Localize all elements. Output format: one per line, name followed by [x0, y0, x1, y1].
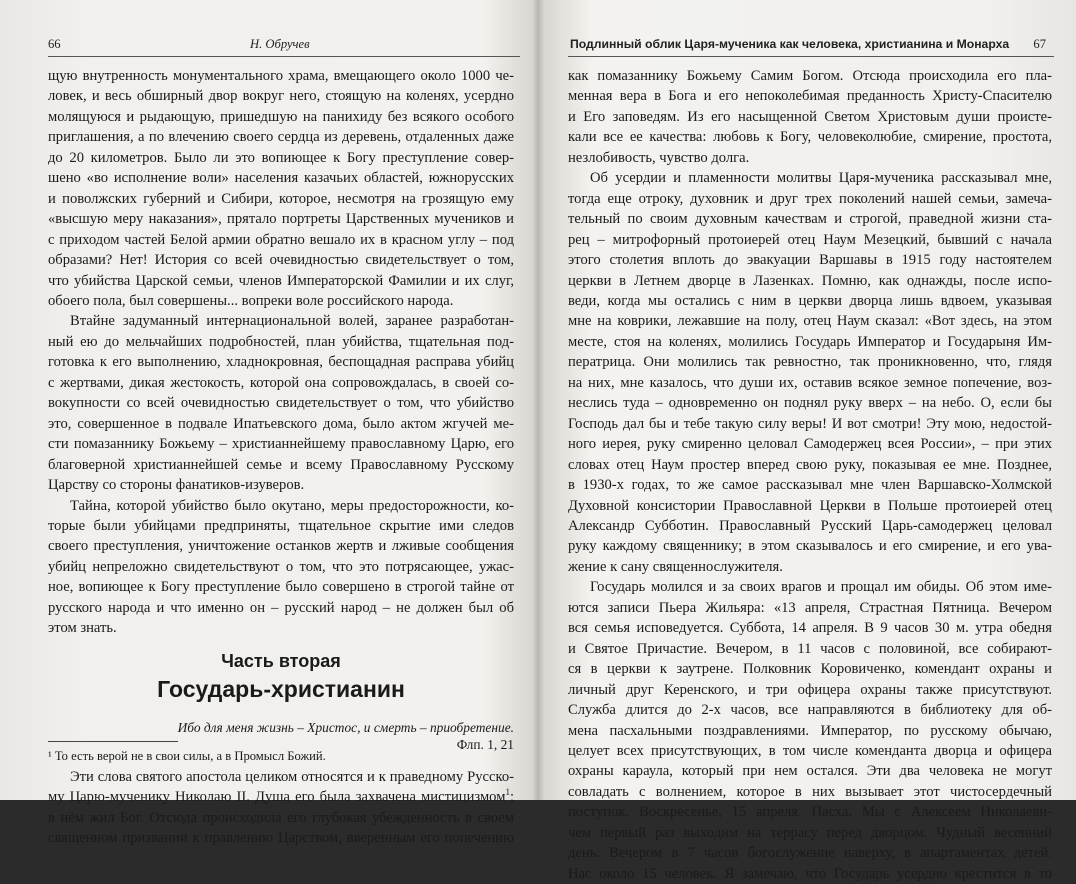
- text-line: жение к сану священнослужителя.: [568, 558, 783, 575]
- text-line: Александр Субботин. Православный Русский Царь-самодержец целовал: [568, 517, 1052, 534]
- text-line: обоего пола, был совершены... вопреки воле российского народа.: [48, 292, 454, 309]
- text-line: как помазаннику Божьему Самим Богом. Отсюда происходила его пла-: [568, 68, 1052, 84]
- text-line: готовка к его выполнению, хладнокровная, беспощадная расправа убийц: [48, 354, 514, 371]
- text-line: охраны караула, который при нем остался. Эти два человека не могут: [568, 763, 1052, 780]
- text-line: и поволжских губерний и Сибири, которое, несмотря на грозящую ему: [48, 190, 514, 207]
- epigraph: Ибо для меня жизнь – Христос, и смерть – приобретение.: [177, 719, 514, 735]
- text-line: в нём жил Бог. Отсюда происходила его глубокая убежденность в своем: [48, 809, 514, 826]
- text-line: шено «во исполнение воли» населения казачьих областей, южнорусских: [48, 170, 514, 187]
- text-line: вокупности со всей очевидностью свидетельствует о том, что убийство: [48, 395, 514, 412]
- text-line: день. Вечером в 7 часов богослужение наверху, в апартаментах детей.: [568, 845, 1052, 862]
- text-line: своего преступления, уничтожение останков жертв и лживые сообщения: [48, 538, 514, 555]
- text-line: ператрица. Они молились так ревностно, так проникновенно, что, глядя: [568, 354, 1052, 371]
- text-line: Эти слова святого апостола целиком относятся и к праведному Русско-: [70, 768, 514, 785]
- left-page: [0, 0, 538, 847]
- text-line: щую внутренность монументального храма, вмещающего около 1000 че-: [48, 68, 514, 84]
- text-line: ный ею до мельчайших подробностей, план убийства, тщательная под-: [48, 333, 514, 350]
- text-line: Служба длится до 2-х часов, все направляются в библиотеку для об-: [568, 702, 1052, 719]
- right-paragraphs: [568, 66, 1052, 884]
- text-line: благоверной христианнейшей семье и всему Православному Русскому: [48, 456, 514, 473]
- part-heading: Часть вторая: [221, 650, 341, 671]
- text-line: рец – митрофорный протоиерей отец Наум Мезецкий, бывший с начала: [568, 231, 1052, 248]
- text-line: Нас около 15 человек. Я замечаю, что Государь усердно крестится в то: [568, 865, 1052, 882]
- text-line: Об усердии и пламенности молитвы Царя-мученика рассказывал мне,: [590, 170, 1052, 187]
- left-page-number: 66: [48, 37, 61, 51]
- paragraph: [48, 496, 514, 639]
- text-line: торые были убийцами предприняты, тщательное скрытие ими следов: [48, 517, 514, 534]
- epigraph-reference: Флп. 1, 21: [456, 736, 514, 752]
- text-line: церкви в Летнем дворце в Лазенках. Помню, как однажды, после испо-: [568, 272, 1052, 289]
- text-line: личный друг Керенского, и три офицера охраны также присутствуют.: [568, 681, 1052, 698]
- text-line: словах отец Наум простер вперед свою руку, показывая ее мне. Позднее,: [568, 456, 1052, 473]
- text-line: «высшую меру наказания», прятало портреты Царственных мучеников и: [48, 211, 514, 228]
- text-line: это, совершенное в подвале Ипатьевского дома, было актом жгучей ме-: [48, 415, 514, 432]
- text-span: му Царю-мученику Николаю II. Душа его была захвачена мистицизмом: [48, 789, 506, 806]
- final-paragraph: [48, 767, 514, 849]
- right-page: [538, 0, 1076, 882]
- text-line: в 1930-х годах, то же самое рассказывал мне член Варшавско-Холмской: [568, 477, 1052, 494]
- text-line: молящуюся и рыдающую, пришедшую на панихиду без всякого особого: [48, 108, 514, 125]
- footnote-marker: 1: [505, 787, 510, 798]
- right-page-number: 67: [1033, 37, 1046, 51]
- text-line: ся в церкви к заутрене. Полковник Коровиченко, комендант охраны и: [568, 661, 1052, 678]
- footnote: ¹ То есть верой не в свои силы, а в Промысл Божий.: [48, 749, 326, 763]
- text-line: образами? Нет! История со всей очевидностью свидетельствует о том,: [48, 252, 514, 269]
- left-running-head: Н. Обручев: [250, 37, 310, 51]
- text-line: Царству со стороны фанатиков-изуверов.: [48, 477, 305, 494]
- paragraph: [568, 577, 1052, 884]
- text-line: до 20 километров. Было ли это вопиющее к Богу преступление совер-: [48, 149, 514, 166]
- paragraph: [48, 66, 514, 311]
- text-line: этом знать.: [48, 620, 117, 637]
- left-paragraphs: [48, 66, 514, 639]
- text-line: вся семья исповедуется. Суббота, 14 апреля. В 9 часов 30 м. утра обедня: [568, 620, 1052, 637]
- text-line: Духовной консистории Православной Церкви в Польше протоиерей отец: [568, 497, 1052, 514]
- text-line: этого столетия вплоть до эвакуации Варшавы в 1915 году настоятелем: [568, 252, 1052, 269]
- chapter-heading: Государь-христианин: [157, 675, 405, 702]
- right-text-block: [568, 66, 1052, 884]
- text-line: приглашения, а по влечению своего сердца из деревень, отдаленных даже: [48, 129, 514, 146]
- punctuation: ;: [509, 789, 514, 806]
- text-line: мена пасхальными поздравлениями. Император, по русскому обычаю,: [568, 722, 1052, 739]
- text-line: тельный по своим духовным качествам и строгой, праведной жизни ста-: [568, 211, 1052, 228]
- text-line: русского народа и что именно он – русский народ – не должен был об: [48, 599, 514, 616]
- text-line: ются записи Пьера Жильяра: «13 апреля, Страстная Пятница. Вечером: [568, 599, 1052, 616]
- text-line: кали все ее качества: любовь к Богу, человеколюбие, смирение, простота,: [568, 129, 1052, 146]
- text-line: целует всех присутствующих, в том числе коменданта дворца и офицера: [568, 742, 1052, 759]
- text-line: ное, вопиющее к Богу преступление было совершено в строгой тайне от: [48, 579, 514, 596]
- text-line: руку каждому священнику; в этом сказывалось и его смирение, и его ува-: [568, 538, 1052, 555]
- text-line: мне на коврики, лежавшие на полу, отец Наум сказал: «Вот здесь, на этом: [568, 313, 1052, 330]
- text-line: чем первый раз выходим на террасу перед дворцом. Чудный весенний: [568, 824, 1052, 841]
- text-line: менная вера в Бога и его непоколебимая преданность Христу-Спасителю: [568, 88, 1052, 105]
- text-line: Втайне задуманный интернациональной волей, заранее разработан-: [70, 313, 514, 330]
- footnote-rule: [48, 741, 178, 742]
- text-line: что убийства Царской семьи, членов Императорской Фамилии и их слуг,: [48, 272, 514, 289]
- right-running-head: Подлинный облик Царя-мученика как человека, христианина и Монарха: [570, 37, 1010, 51]
- text-line: священном призвании к правлению Царством, вверенным его попечению: [48, 830, 514, 847]
- text-line: неслись туда – одновременно он поднял руку вверх – на небо. О, если бы: [568, 395, 1052, 412]
- text-line: Тайна, которой убийство было окутано, меры предосторожности, ко-: [70, 497, 514, 514]
- right-header-rule: [568, 56, 1054, 57]
- text-line: ного иерея, руку смиренно целовал Самодержец всея России», – при этих: [568, 436, 1052, 453]
- text-line: Господь дал бы и тебе такую силу веры! И вот смотри! Эту мою, недостой-: [568, 415, 1052, 432]
- text-line: Государь молился и за своих врагов и прощал им обиды. Об этом име-: [590, 579, 1052, 596]
- left-header-rule: [48, 56, 520, 57]
- text-line: с жертвами, дикая жестокость, которой она сопровождалась, в своей со-: [48, 374, 514, 391]
- paragraph: [568, 168, 1052, 577]
- paragraph: [48, 311, 514, 495]
- paragraph: [568, 66, 1052, 168]
- text-line: с приходом частей Белой армии обратно вешало их в красном углу – под: [48, 231, 514, 248]
- text-line: сти помазаннику Божьему – христианнейшему православному Царю, его: [48, 436, 514, 453]
- text-line: поступок. Воскресенье, 15 апреля. Пасха. Мы с Алексеем Николаеви-: [568, 804, 1052, 821]
- text-line: [48, 787, 514, 807]
- text-line: месте, стоя на коленях, молились Государь Император и Государыня Им-: [568, 333, 1052, 350]
- text-line: веди, когда мы остались с ним в церкви дворца лишь вдвоем, указывая: [568, 292, 1052, 309]
- text-line: на них, мне казалось, что души их, оставив всякое земное попечение, воз-: [568, 374, 1052, 391]
- text-line: тогда еще отроку, духовник и друг трех поколений нашей семьи, замеча-: [568, 190, 1052, 207]
- text-line: совладать с волнением, которое в них вызывает этот чистосердечный: [568, 783, 1052, 800]
- text-line: ловек, и весь обширный двор вокруг него, стоящую на коленях, усердно: [48, 88, 514, 105]
- text-line: и Святое Причастие. Вечером, в 11 часов с половиной, все собирают-: [568, 640, 1052, 657]
- text-line: и Его заповедям. Из его насыщенной Светом Христовым души происте-: [568, 108, 1052, 125]
- left-text-block: [48, 66, 514, 849]
- text-line: убийц непреложно свидетельствуют о том, что это потрясающее, ужас-: [48, 558, 514, 575]
- text-line: незлобивость, чувство долга.: [568, 149, 750, 166]
